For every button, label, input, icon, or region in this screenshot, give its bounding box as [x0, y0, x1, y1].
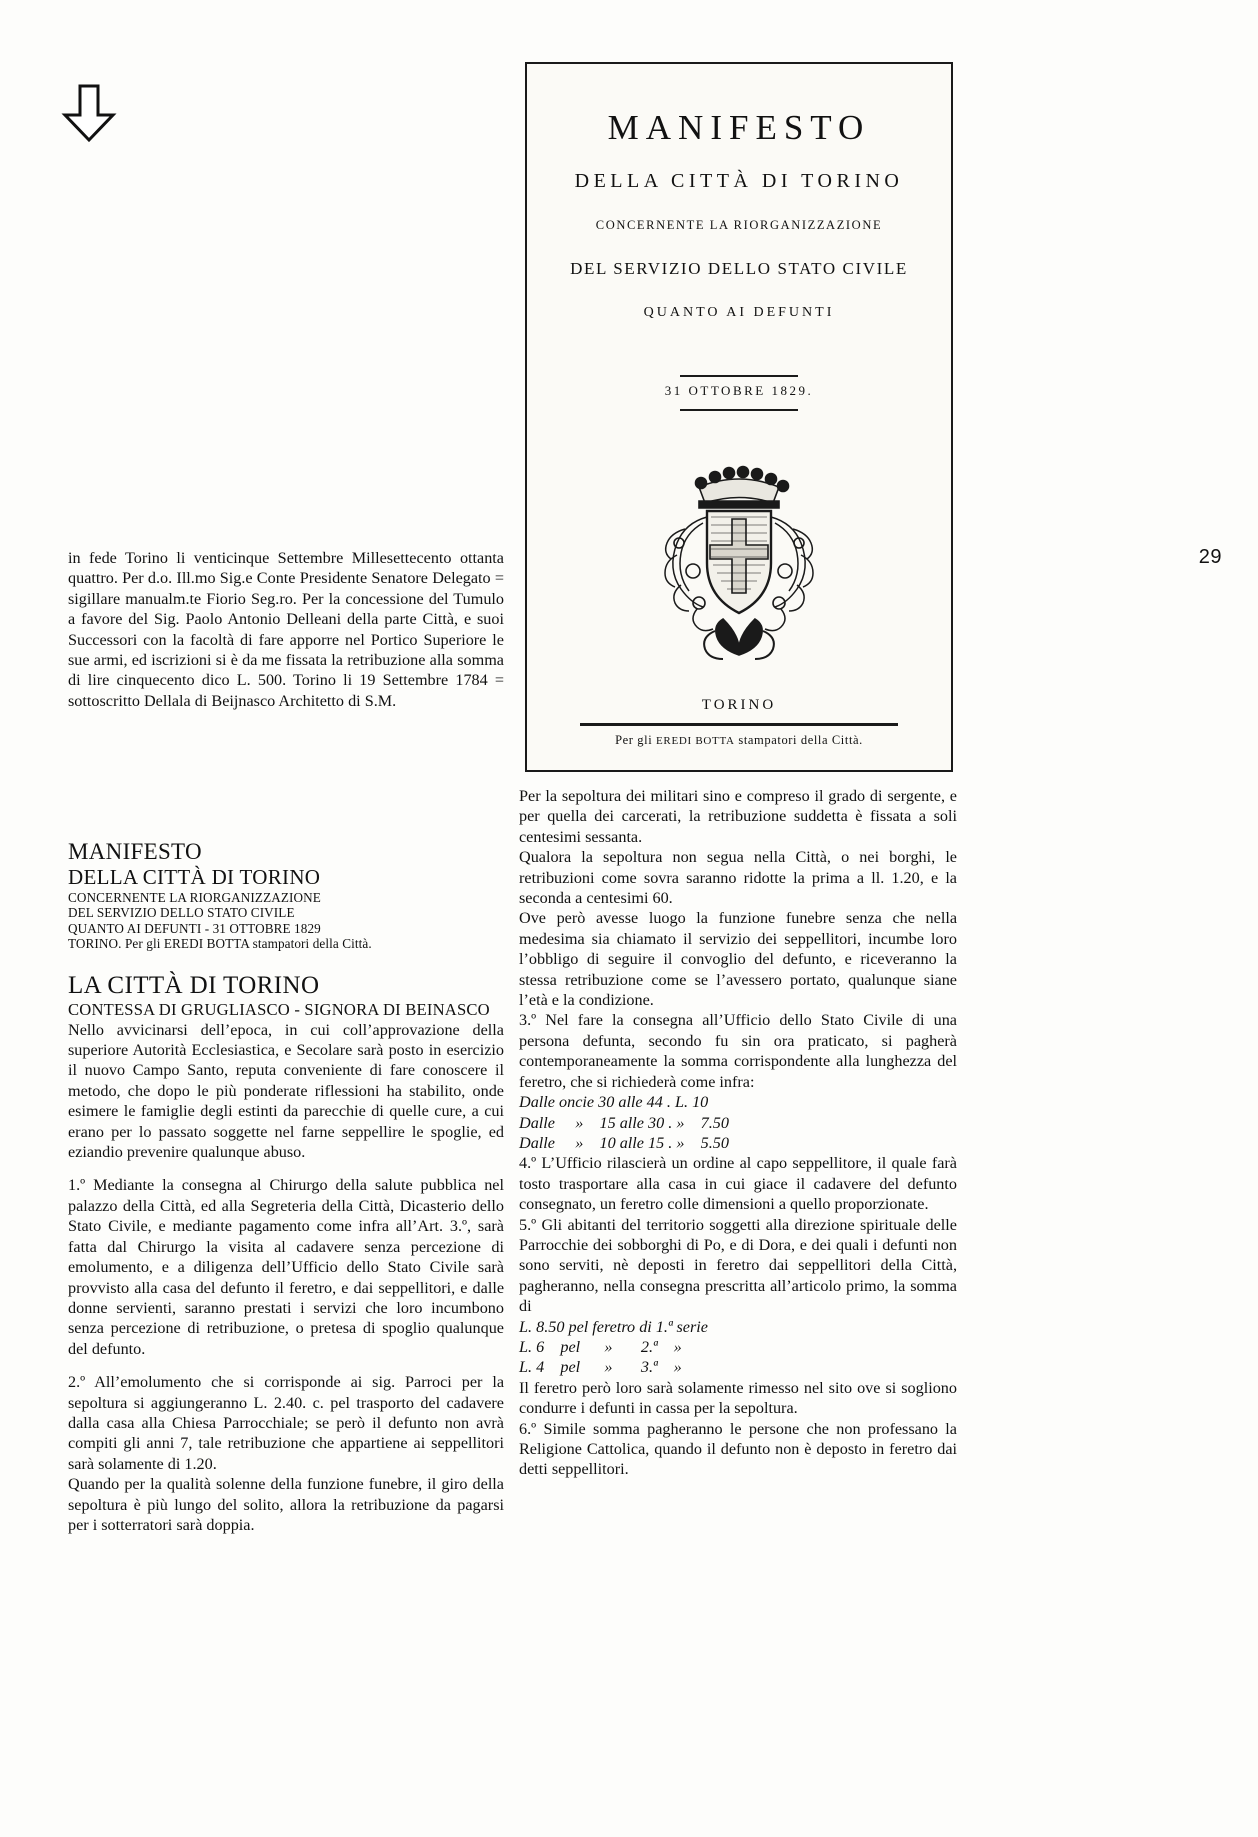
poster-date: 31 OTTOBRE 1829.	[664, 383, 814, 398]
article-1: 1.º Mediante la consegna al Chirurgo della salute pubblica nel palazzo della Città, ed alla Segreteria della Città, Dicasterio dello Stato Civile, e mediante pagamento come infra all’Art. 3.º, sarà fatta dal Chirurgo la visita al cadavere senza percezione di emolumento, e a diligenza dell’Ufficio dello Stato Civile sarà provvisto alla casa del defunto il feretro, e dai seppellitori, e dalle donne servienti, saranno prestati i servizi che loro incumbono senza percezione di retribuzione, o pretesa di spoglio qualunque del defunto.	[68, 1176, 504, 1358]
article-4: 4.º L’Ufficio rilascierà un ordine al capo seppellitore, il quale farà tosto trasportare alla casa in cui giace il cadavere del defunto consegnato, un feretro colle dimensioni a quello proporzionate.	[519, 1154, 957, 1214]
poster-subtitle-4: QUANTO AI DEFUNTI	[643, 305, 835, 320]
publisher-suffix: stampatori della Città.	[734, 733, 863, 747]
section-heading: LA CITTÀ DI TORINO	[68, 971, 320, 999]
price-table-1-row-2: Dalle » 15 alle 30 . » 7.50	[519, 1113, 729, 1132]
caption-line-4: DEL SERVIZIO DELLO STATO CIVILE	[68, 905, 295, 921]
left-column-excerpt	[68, 548, 504, 711]
poster-publisher-line	[549, 733, 929, 748]
poster-subtitle-3: DEL SERVIZIO DELLO STATO CIVILE	[570, 259, 908, 278]
article-2-continued: Quando per la qualità solenne della funzione funebre, il giro della sepoltura è più lungo del solito, allora la retribuzione da pagarsi per i sotterratori sarà doppia.	[68, 1475, 504, 1534]
price-table-2-row-3: L. 4 pel » 3.ª »	[519, 1358, 682, 1377]
article-5-continued: Il feretro però loro sarà solamente rimesso nel sito ove si sogliono condurre i defunti in cassa per la sepoltura.	[519, 1378, 957, 1418]
poster-city: TORINO	[701, 697, 777, 713]
poster-facsimile	[525, 62, 953, 772]
excerpt-paragraph: in fede Torino li venticinque Settembre Millesettecento ottanta quattro. Per d.o. Ill.mo Sig.e Conte Presidente Senatore Delegato = sigillare manualm.te Fiorio Seg.ro. Per la concessione del Tumulo a favore del Sig. Paolo Antonio Delleani della parte Città, e suoi Successori con la facoltà di fare apporre nel Portico Superiore le sue armi, ed iscrizioni si è da me fissata la retribuzione alla somma di lire cinquecento dico L. 500. Torino li 19 Settembre 1784 = sottoscritto Dellala di Beijnasco Architetto di S.M.	[68, 549, 504, 710]
right-paragraph-1: Per la sepoltura dei militari sino e compreso il grado di sergente, e per quella dei carcerati, la retribuzione suddetta è fissata a soli centesimi sessanta.	[519, 787, 957, 846]
price-table-2-row-1: L. 8.50 pel feretro di 1.ª serie	[519, 1317, 708, 1336]
section-intro: Nello avvicinarsi dell’epoca, in cui coll’approvazione della superiore Autorità Ecclesiastica, e Secolare sarà posto in esercizio il nuovo Campo Santo, reputa conveniente di fare conoscere il metodo, che dopo le più ponderate riflessioni ha stabilito, onde esimere le famiglie degli estinti da parecchie di quelle cure, a cui erano per lo passato soggette nel farne seppellire le spoglie, ed eziandio prevenire qualunque abuso.	[68, 1020, 504, 1162]
caption-line-5: QUANTO AI DEFUNTI - 31 OTTOBRE 1829	[68, 920, 321, 936]
poster-rule-publisher	[580, 723, 898, 726]
price-table-1-row-1: Dalle oncie 30 alle 44 . L. 10	[519, 1093, 709, 1112]
caption-line-1: MANIFESTO	[68, 839, 202, 864]
price-table-2-row-2: L. 6 pel » 2.ª »	[519, 1337, 682, 1356]
poster-subtitle-1: DELLA CITTÀ DI TORINO	[574, 170, 904, 192]
publisher-prefix: Per gli	[615, 733, 657, 747]
coat-of-arms-icon	[549, 439, 929, 687]
poster-rule-above-date	[680, 375, 798, 377]
caption-line-2: DELLA CITTÀ DI TORINO	[68, 865, 321, 889]
down-arrow-icon	[58, 82, 120, 144]
article-5: 5.º Gli abitanti del territorio soggetti alla direzione spirituale delle Parrocchie dei sobborghi di Po, e di Dora, e dei quali i defunti non sono serviti, nè deposti in feretro dai seppellitori della Città, pagheranno, nella consegna prescritta all’articolo primo, la somma di	[519, 1215, 957, 1316]
poster-title: MANIFESTO	[607, 108, 871, 147]
publisher-name: EREDI BOTTA	[656, 735, 735, 747]
article-2: 2.º All’emolumento che si corrisponde ai sig. Parroci per la sepoltura si aggiungeranno L. 2.40. c. pel trasporto del cadavere dalla casa alla Chiesa Parrocchiale; se però il defunto non avrà compiti gli anni 7, tale retribuzione che appartiene ai seppellitori sarà solamente di 1.20.	[68, 1373, 504, 1473]
price-table-1-row-3: Dalle » 10 alle 15 . » 5.50	[519, 1133, 729, 1152]
right-column	[519, 786, 957, 1480]
article-3: 3.º Nel fare la consegna all’Ufficio dello Stato Civile di una persona defunta, secondo fu sin ora praticato, si pagherà contemporaneamente la somma corrispondente alla lunghezza del feretro, che si richiederà come infra:	[519, 1011, 957, 1091]
article-6: 6.º Simile somma pagheranno le persone che non professano la Religione Cattolica, quando il defunto non è deposto in feretro dai detti seppellitori.	[519, 1419, 957, 1479]
caption-line-6: TORINO. Per gli EREDI BOTTA stampatori della Città.	[68, 936, 372, 952]
caption-line-3: CONCERNENTE LA RIORGANIZZAZIONE	[68, 890, 321, 905]
right-paragraph-2: Qualora la sepoltura non segua nella Città, o nei borghi, le retribuzioni come sovra saranno ridotte la prima a ll. 1.20, e la seconda a centesimi 60.	[519, 848, 957, 908]
left-column-main	[68, 838, 504, 1535]
page-number: 29	[1198, 546, 1222, 568]
right-paragraph-3: Ove però avesse luogo la funzione funebre senza che nella medesima sia chiamato il servizio dei seppellitori, incumbe loro l’obbligo di seguire il convoglio del defunto, e riceveranno la stessa retribuzione come se l’avessero portato, qualunque siane l’età e la condizione.	[519, 909, 957, 1010]
poster-subtitle-2: CONCERNENTE LA RIORGANIZZAZIONE	[595, 218, 883, 232]
section-subheading: CONTESSA DI GRUGLIASCO - SIGNORA DI BEINASCO	[68, 999, 490, 1019]
poster-rule-below-date	[680, 409, 798, 411]
